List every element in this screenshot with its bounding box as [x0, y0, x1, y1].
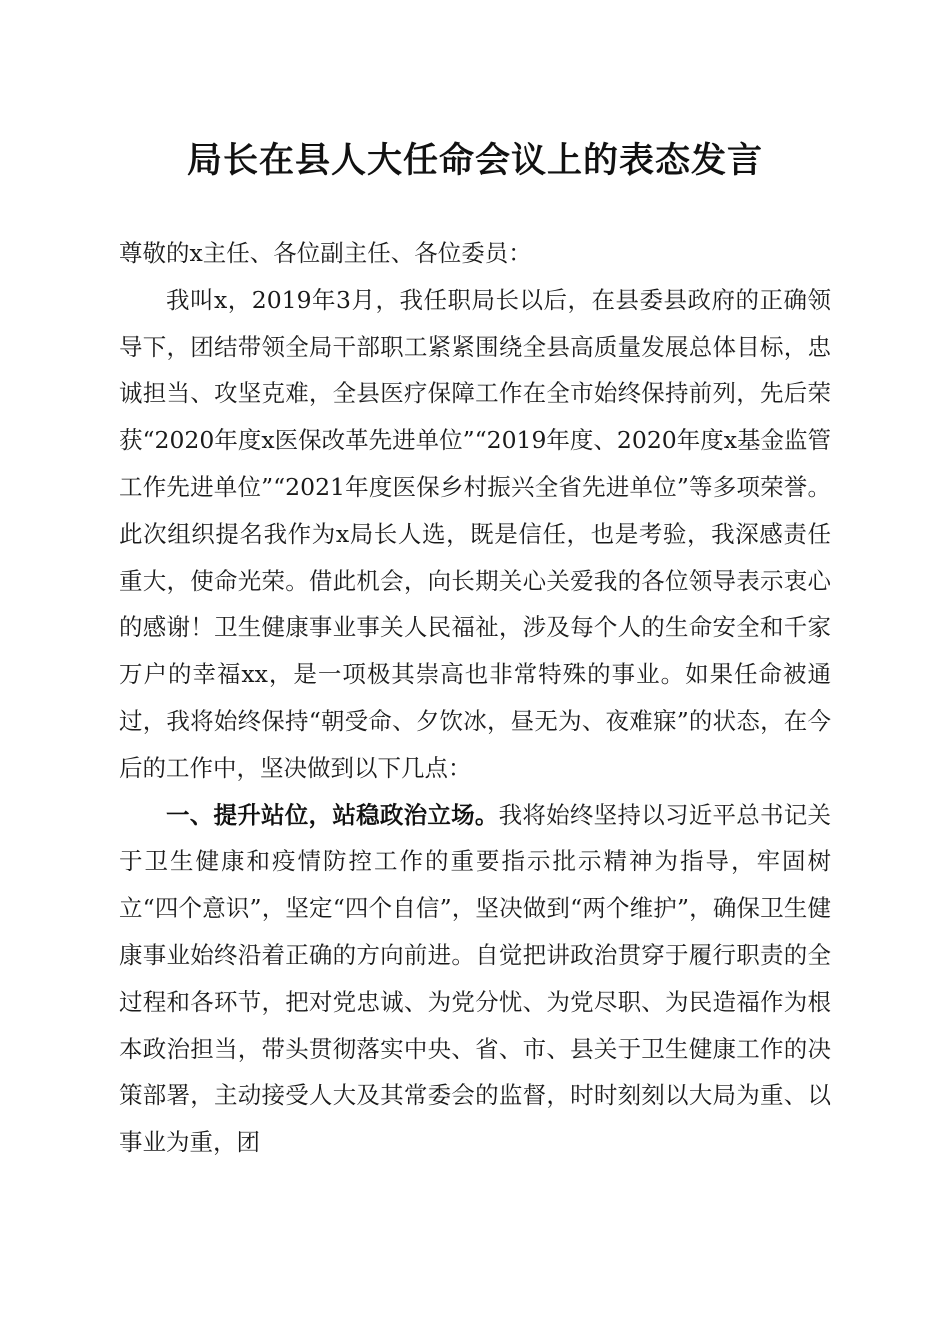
section-1-heading: 一、提升站位，站稳政治立场。 — [166, 800, 499, 829]
intro-paragraph: 我叫x，2019年3月，我任职局长以后，在县委县政府的正确领导下，团结带领全局干部职工紧紧围绕全县高质量发展总体目标，忠诚担当、攻坚克难，全县医疗保障工作在全市始终保持前列，先后荣获“2020年度x医保改革先进单位”“2019年度、2020年度x基金监管工作先进单位”“2021年度医保乡村振兴全省先进单位”等多项荣誉。此次组织提名我作为x局长人选，既是信任，也是考验，我深感责任重大，使命光荣。借此机会，向长期关心关爱我的各位领导表示衷心的感谢！卫生健康事业事关人民福祉，涉及每个人的生命安全和千家万户的幸福xx，是一项极其崇高也非常特殊的事业。如果任命被通过，我将始终保持“朝受命、夕饮冰，昼无为、夜难寐”的状态，在今后的工作中，坚决做到以下几点： — [119, 285, 831, 782]
salutation: 尊敬的x主任、各位副主任、各位委员： — [119, 239, 532, 267]
section-1-text: 我将始终坚持以习近平总书记关于卫生健康和疫情防控工作的重要指示批示精神为指导，牢固树立“四个意识”，坚定“四个自信”，坚决做到“两个维护”，确保卫生健康事业始终沿着正确的方向前进。自觉把讲政治贯穿于履行职责的全过程和各环节，把对党忠诚、为党分忧、为党尽职、为民造福作为根本政治担当，带头贯彻落实中央、省、市、县关于卫生健康工作的决策部署，主动接受人大及其常委会的监督，时时刻刻以大局为重、以事业为重，团 — [119, 800, 832, 1157]
document-title: 局长在县人大任命会议上的表态发言 — [186, 140, 763, 181]
document-body — [119, 230, 831, 1166]
section-1-paragraph — [119, 792, 831, 1166]
